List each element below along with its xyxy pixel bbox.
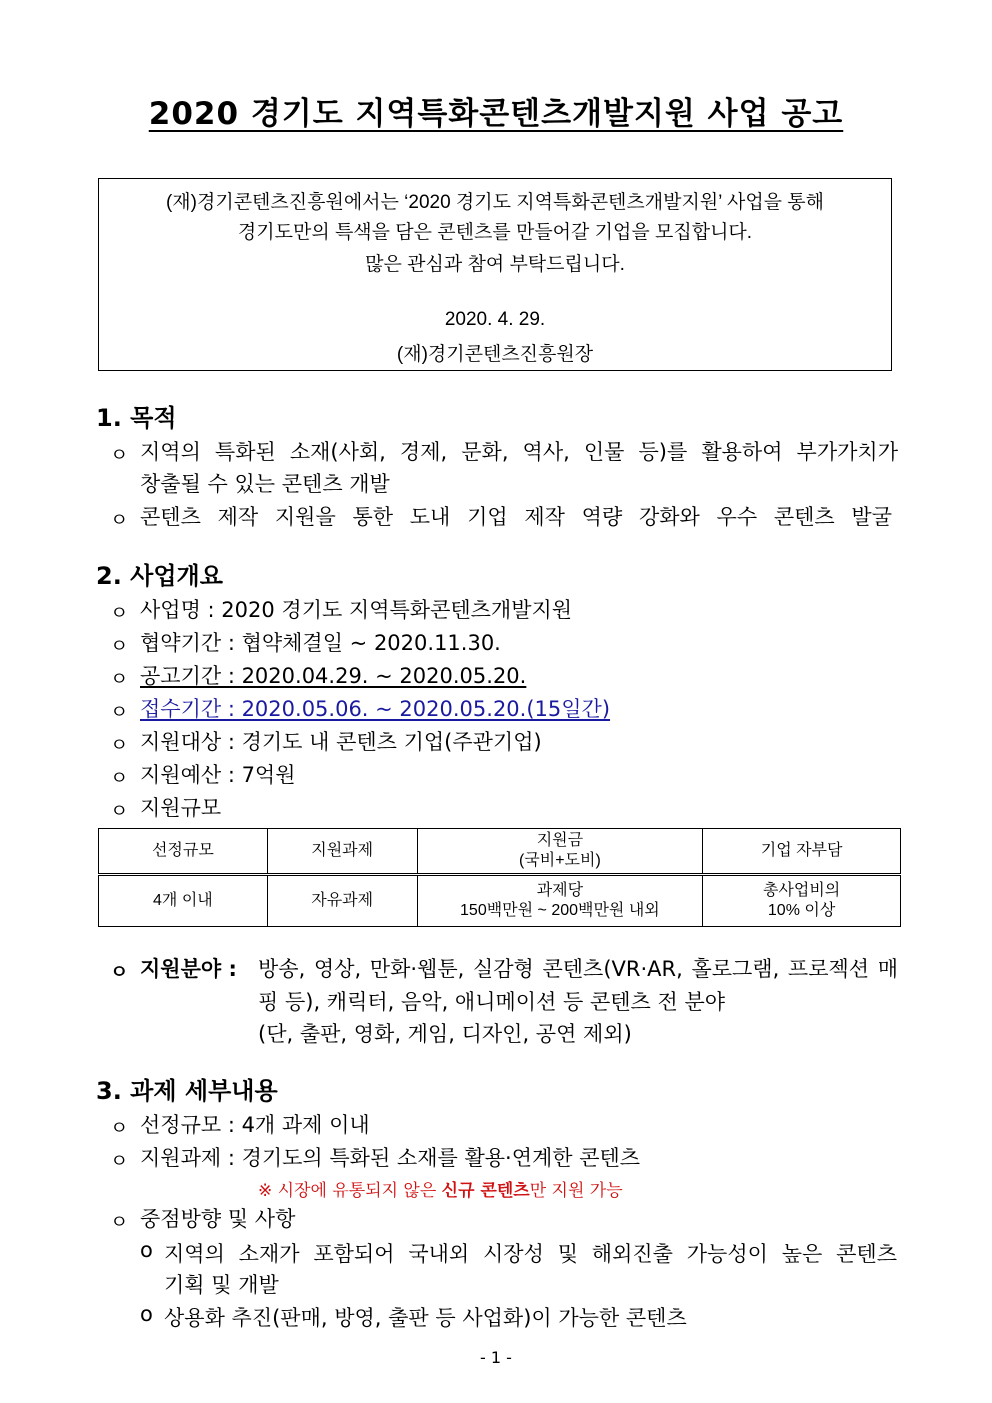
support-field-label: 지원분야 : [140, 957, 237, 981]
sub-bullet-marker: o [140, 1238, 153, 1262]
table-cell: 총사업비의 10% 이상 [703, 875, 901, 927]
sec3-item-scale: 선정규모 : 4개 과제 이내 [140, 1113, 370, 1137]
sec2-item-scale: 지원규모 [140, 796, 222, 820]
notice-line-2: 경기도만의 특색을 담은 콘텐츠를 만들어갈 기업을 모집합니다. [237, 222, 753, 243]
sec2-item-name: 사업명 : 2020 경기도 지역특화콘텐츠개발지원 [140, 598, 573, 622]
section-3-heading: 3. 과제 세부내용 [96, 1077, 278, 1105]
bullet-icon: ㅇ [110, 444, 129, 466]
support-field-line-2: 핑 등), 캐릭터, 음악, 애니메이션 등 콘텐츠 전 분야 [258, 990, 726, 1014]
table-cell: 4개 이내 [99, 875, 268, 927]
sec2-item-target: 지원대상 : 경기도 내 콘텐츠 기업(주관기업) [140, 730, 542, 754]
bullet-icon: ㅇ [110, 961, 129, 983]
table-header-cell: 선정규모 [99, 829, 268, 875]
section-1-heading: 1. 목적 [96, 404, 177, 432]
support-field-line-3: (단, 출판, 영화, 게임, 디자인, 공연 제외) [258, 1022, 632, 1046]
bullet-icon: ㅇ [110, 1150, 129, 1172]
bullet-icon: ㅇ [110, 734, 129, 756]
table-row [99, 875, 901, 927]
sec2-item-budget: 지원예산 : 7억원 [140, 763, 296, 787]
bullet-icon: ㅇ [110, 509, 129, 531]
sec1-item-1-line-1: 지역의 특화된 소재(사회, 경제, 문화, 역사, 인물 등)를 활용하여 부가가치가 [140, 440, 898, 464]
bullet-icon: ㅇ [110, 1117, 129, 1139]
table-header-cell: 지원과제 [267, 829, 417, 875]
page-title: 2020 경기도 지역특화콘텐츠개발지원 사업 공고 [148, 96, 844, 132]
sec1-item-1-line-2: 창출될 수 있는 콘텐츠 개발 [140, 472, 390, 496]
bullet-icon: ㅇ [110, 635, 129, 657]
bullet-icon: ㅇ [110, 602, 129, 624]
support-scale-table [98, 828, 901, 927]
notice-date: 2020. 4. 29. [444, 309, 546, 330]
bullet-icon: ㅇ [110, 701, 129, 723]
sec3-note: ※ 시장에 유통되지 않은 신규 콘텐츠만 지원 가능 [258, 1181, 623, 1201]
bullet-icon: ㅇ [110, 1211, 129, 1233]
sec2-item-application-period: 접수기간 : 2020.05.06. ~ 2020.05.20.(15일간) [140, 697, 611, 721]
sec3-item-task: 지원과제 : 경기도의 특화된 소재를 활용·연계한 콘텐츠 [140, 1146, 641, 1170]
support-field-line-1: 방송, 영상, 만화·웹툰, 실감형 콘텐츠(VR·AR, 홀로그램, 프로젝션 매 [258, 957, 898, 981]
notice-line-3: 많은 관심과 참여 부탁드립니다. [365, 254, 625, 275]
table-cell: 자유과제 [267, 875, 417, 927]
sec3-sub-1-line-1: 지역의 소재가 포함되어 국내외 시장성 및 해외진출 가능성이 높은 콘텐츠 [164, 1242, 897, 1266]
notice-line-1: (재)경기콘텐츠진흥원에서는 ‘2020 경기도 지역특화콘텐츠개발지원’ 사업을 통해 [165, 192, 825, 213]
table-header-cell: 기업 자부담 [703, 829, 901, 875]
notice-signer: (재)경기콘텐츠진흥원장 [396, 344, 594, 365]
bullet-icon: ㅇ [110, 800, 129, 822]
sec3-sub-2: 상용화 추진(판매, 방영, 출판 등 사업화)이 가능한 콘텐츠 [164, 1306, 687, 1330]
sec3-sub-1-line-2: 기획 및 개발 [164, 1273, 279, 1297]
notice-box [98, 178, 892, 371]
table-header-cell: 지원금 (국비+도비) [417, 829, 703, 875]
bullet-icon: ㅇ [110, 668, 129, 690]
sec2-item-contract-period: 협약기간 : 협약체결일 ~ 2020.11.30. [140, 631, 501, 655]
table-header-row [99, 829, 901, 875]
sec2-item-notice-period: 공고기간 : 2020.04.29. ~ 2020.05.20. [140, 664, 527, 688]
sec1-item-2: 콘텐츠 제작 지원을 통한 도내 기업 제작 역량 강화와 우수 콘텐츠 발굴 [140, 505, 892, 529]
sec3-item-focus: 중점방향 및 사항 [140, 1207, 296, 1231]
bullet-icon: ㅇ [110, 767, 129, 789]
table-cell: 과제당 150백만원 ~ 200백만원 내외 [417, 875, 703, 927]
page-number: - 1 - [480, 1348, 512, 1367]
section-2-heading: 2. 사업개요 [96, 562, 223, 590]
sub-bullet-marker: o [140, 1302, 153, 1326]
